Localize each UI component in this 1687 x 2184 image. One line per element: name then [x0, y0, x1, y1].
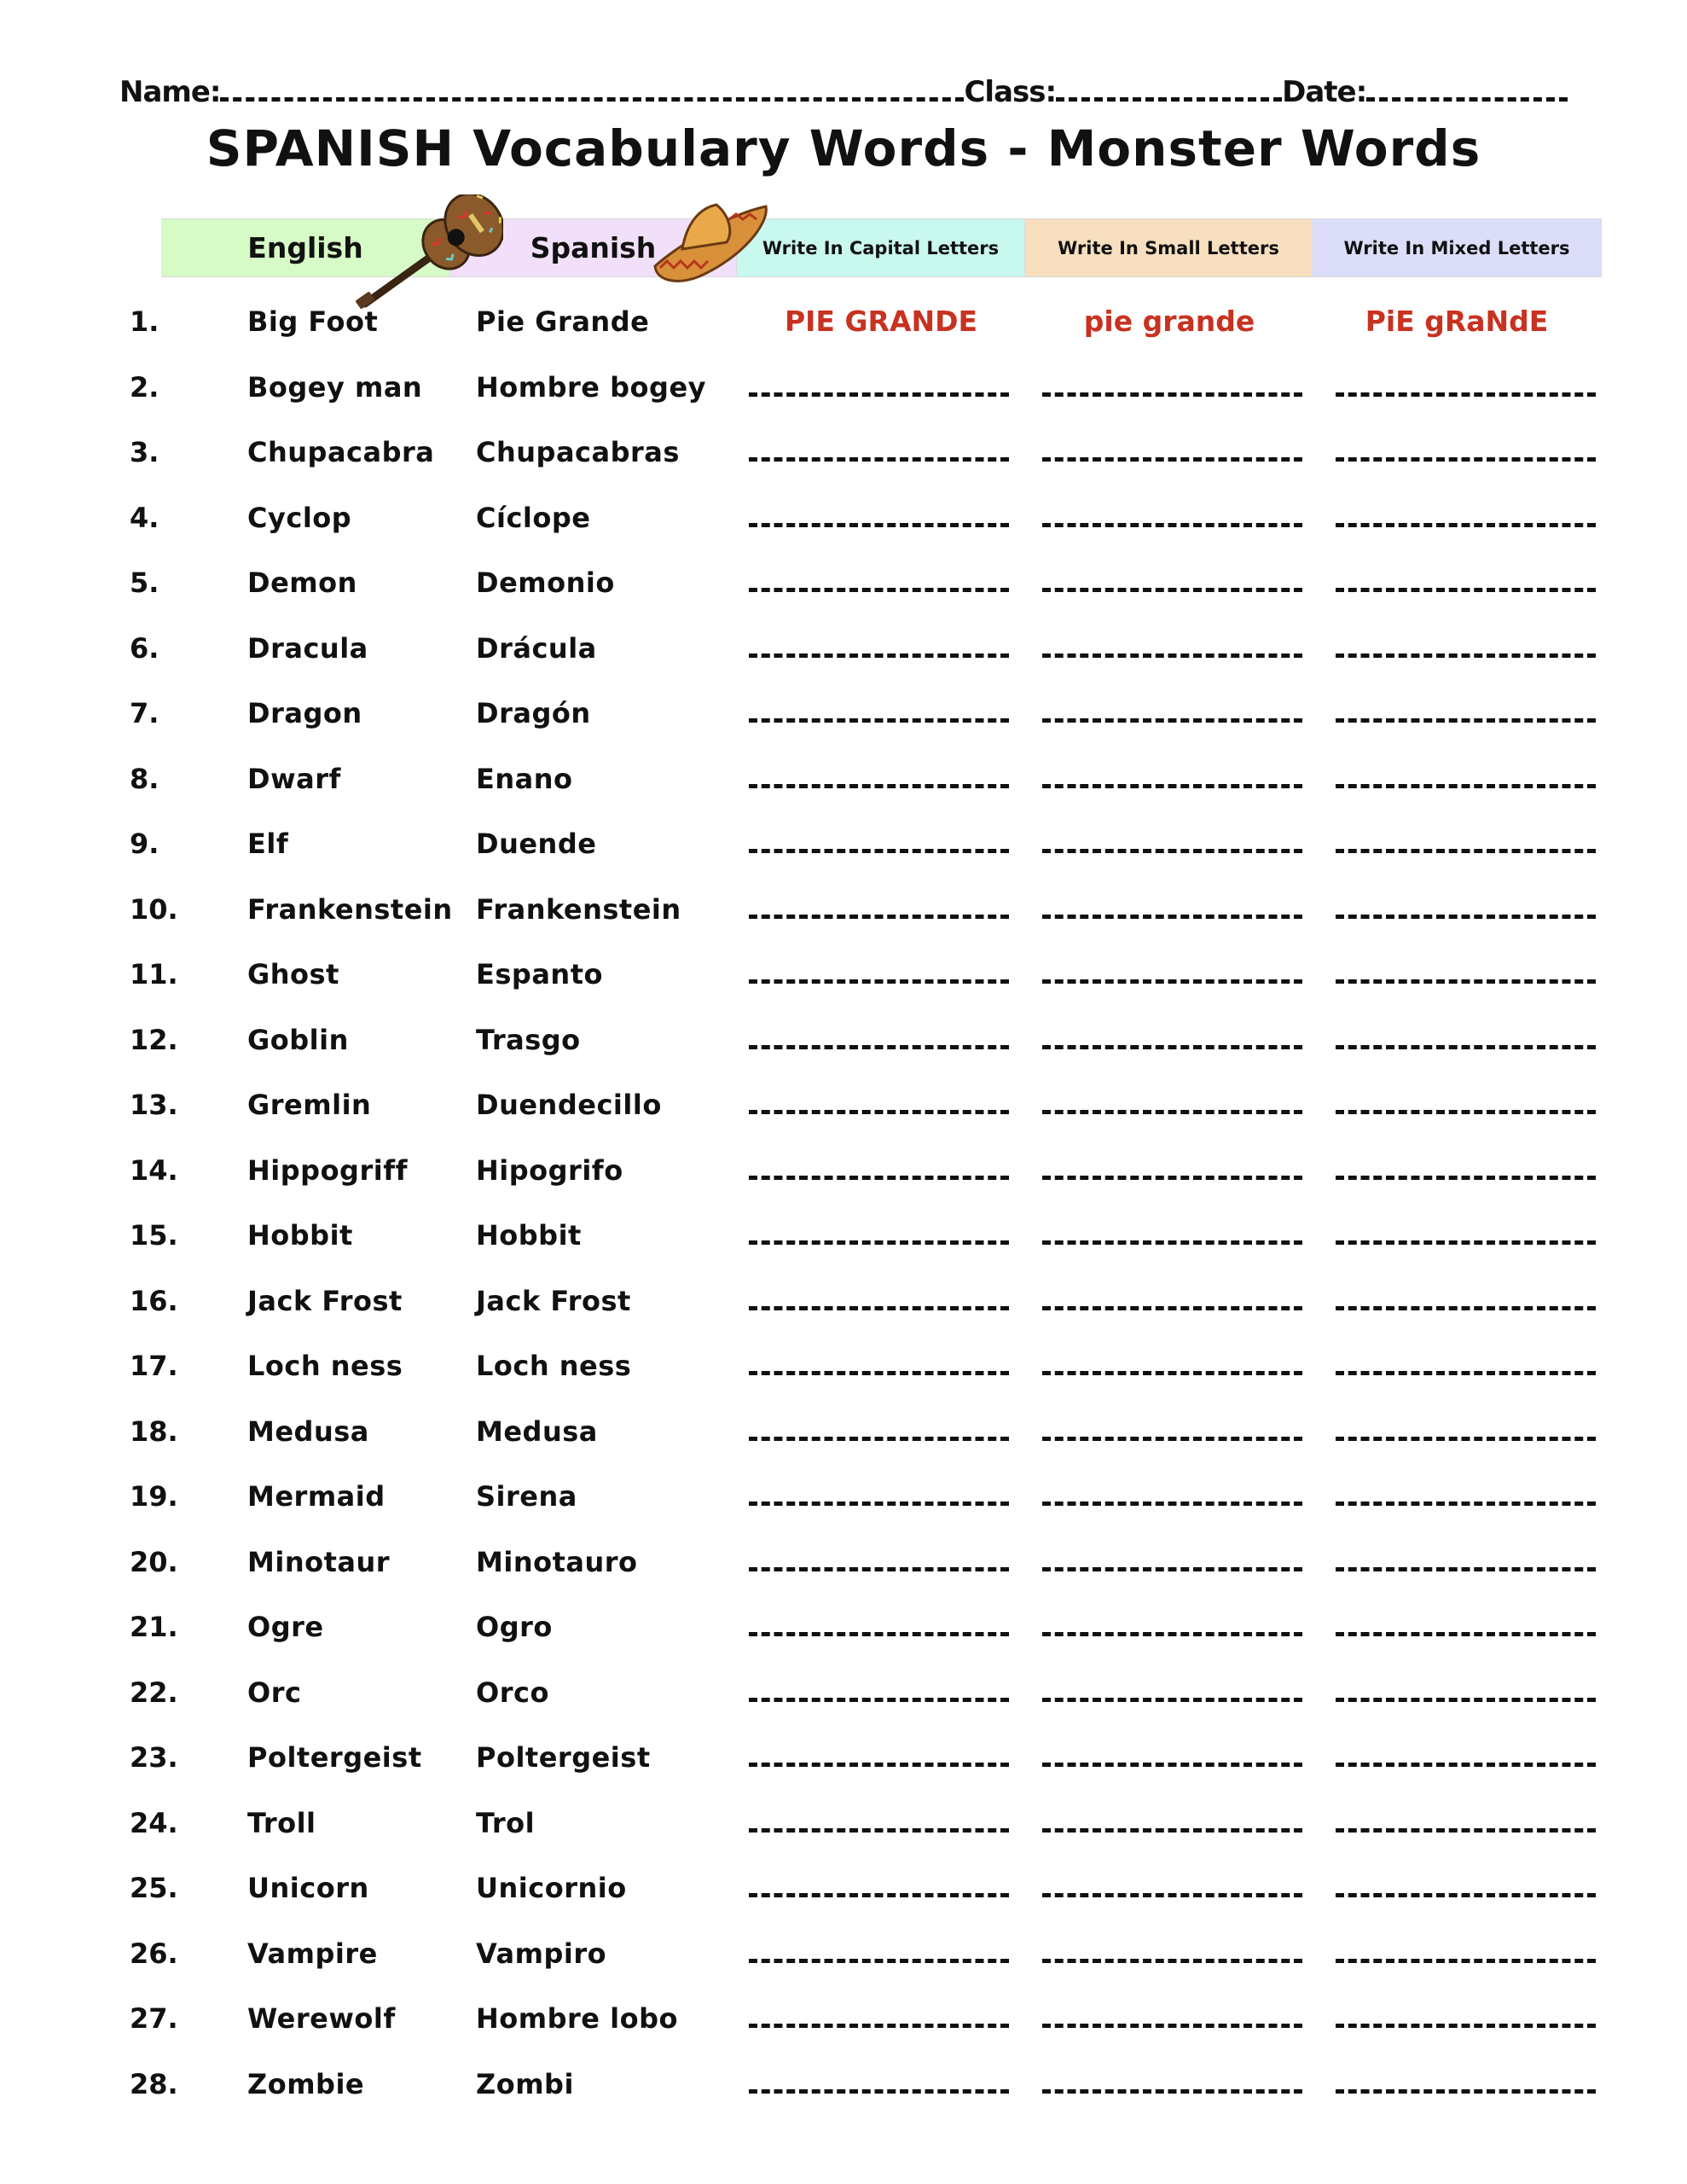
table-row [0, 1928, 1687, 1979]
table-row [0, 492, 1687, 543]
english-word: Frankenstein [247, 892, 453, 926]
mixed-letters-blank[interactable] [1336, 1045, 1596, 1049]
spanish-word: Pie Grande [476, 305, 650, 338]
english-word: Hippogriff [247, 1153, 409, 1187]
row-number: 20. [130, 1545, 178, 1578]
row-number: 22. [130, 1676, 178, 1709]
row-number: 11. [130, 958, 178, 990]
small-letters-blank[interactable] [1042, 1437, 1302, 1441]
guitar-icon [350, 195, 503, 310]
table-row [0, 1340, 1687, 1391]
capital-letters-blank[interactable] [749, 1437, 1009, 1441]
table-row [0, 1210, 1687, 1261]
small-letters-blank[interactable] [1042, 1959, 1302, 1963]
row-number: 23. [130, 1741, 178, 1774]
example-small: pie grande [1083, 305, 1255, 338]
small-letters-blank[interactable] [1042, 457, 1302, 462]
mixed-letters-blank[interactable] [1336, 1893, 1596, 1897]
row-number: 15. [130, 1219, 178, 1252]
mixed-letters-blank[interactable] [1336, 523, 1596, 527]
table-row [0, 1732, 1687, 1783]
class-blank[interactable] [1056, 97, 1282, 102]
spanish-word: Zombi [476, 2067, 574, 2100]
spanish-word: Enano [476, 762, 573, 795]
spanish-word: Vampiro [476, 1937, 607, 1970]
spanish-word: Ogro [476, 1611, 553, 1643]
table-row [0, 1667, 1687, 1718]
table-row [0, 1275, 1687, 1327]
mixed-letters-blank[interactable] [1336, 718, 1596, 723]
table-row [0, 688, 1687, 739]
mixed-letters-blank[interactable] [1336, 1828, 1596, 1833]
table-row [0, 1862, 1687, 1914]
small-letters-blank[interactable] [1042, 718, 1302, 723]
mixed-letters-blank[interactable] [1336, 1437, 1596, 1441]
row-number: 13. [130, 1089, 178, 1121]
capital-letters-blank[interactable] [749, 2024, 1009, 2028]
capital-letters-blank[interactable] [749, 1828, 1009, 1833]
mixed-letters-blank[interactable] [1336, 849, 1596, 853]
mixed-letters-blank[interactable] [1336, 1763, 1596, 1767]
english-word: Ogre [247, 1611, 324, 1643]
table-row [0, 1536, 1687, 1588]
row-number: 26. [130, 1937, 178, 1970]
small-letters-blank[interactable] [1042, 979, 1302, 984]
example-mixed: PiE gRaNdE [1365, 305, 1549, 338]
english-word: Dracula [247, 631, 368, 665]
row-number: 18. [130, 1414, 178, 1448]
capital-letters-blank[interactable] [749, 1632, 1009, 1636]
row-number: 10. [130, 892, 178, 926]
english-word: Minotaur [247, 1545, 391, 1578]
spanish-word: Espanto [476, 958, 603, 990]
row-number: 27. [130, 2002, 178, 2035]
row-number: 7. [130, 697, 159, 729]
capital-letters-blank[interactable] [749, 849, 1009, 853]
date-blank[interactable] [1366, 97, 1568, 102]
mixed-letters-blank[interactable] [1336, 915, 1596, 919]
small-letters-blank[interactable] [1042, 1240, 1302, 1245]
small-letters-blank[interactable] [1042, 1893, 1302, 1897]
small-letters-blank[interactable] [1042, 1567, 1302, 1571]
row-number: 2. [130, 370, 159, 404]
date-label: Date: [1282, 75, 1367, 109]
col-header-mixed [1313, 219, 1602, 276]
english-word: Dwarf [247, 762, 341, 795]
table-row [0, 362, 1687, 413]
capital-letters-blank[interactable] [749, 1959, 1009, 1963]
small-letters-blank[interactable] [1042, 1110, 1302, 1114]
small-letters-blank[interactable] [1042, 1698, 1302, 1702]
english-word: Chupacabra [247, 436, 435, 468]
row-number: 24. [130, 1806, 178, 1839]
english-word: Hobbit [247, 1219, 353, 1252]
spanish-word: Jack Frost [476, 1284, 631, 1317]
capital-letters-blank[interactable] [749, 718, 1009, 723]
mixed-letters-blank[interactable] [1336, 1502, 1596, 1506]
row-number: 28. [130, 2067, 178, 2100]
english-word: Poltergeist [247, 1741, 422, 1774]
english-word: Jack Frost [247, 1284, 403, 1317]
table-row [0, 427, 1687, 478]
english-word: Zombie [247, 2067, 365, 2100]
small-letters-blank[interactable] [1042, 1828, 1302, 1833]
mixed-letters-blank[interactable] [1336, 979, 1596, 984]
capital-letters-blank[interactable] [749, 2089, 1009, 2094]
mixed-letters-blank[interactable] [1336, 1632, 1596, 1636]
capital-letters-blank[interactable] [749, 1240, 1009, 1245]
english-word: Medusa [247, 1414, 369, 1448]
capital-letters-blank[interactable] [749, 915, 1009, 919]
table-row [0, 884, 1687, 935]
small-letters-blank[interactable] [1042, 392, 1302, 397]
mixed-letters-blank[interactable] [1336, 1306, 1596, 1310]
mixed-letters-blank[interactable] [1336, 588, 1596, 592]
english-word: Mermaid [247, 1480, 386, 1513]
row-number: 8. [130, 762, 159, 795]
capital-letters-blank[interactable] [749, 1567, 1009, 1571]
example-capital: PIE GRANDE [784, 305, 978, 338]
small-letters-blank[interactable] [1042, 1632, 1302, 1636]
spanish-word: Cíclope [476, 501, 591, 534]
spanish-word: Frankenstein [476, 892, 681, 926]
capital-letters-blank[interactable] [749, 1893, 1009, 1897]
capital-letters-blank[interactable] [749, 588, 1009, 592]
col-header-capital [737, 219, 1025, 276]
table-row [0, 1406, 1687, 1457]
row-number: 6. [130, 631, 159, 665]
spanish-word: Poltergeist [476, 1741, 651, 1774]
spanish-word: Sirena [476, 1480, 577, 1513]
english-word: Gremlin [247, 1089, 372, 1121]
spanish-word: Hipogrifo [476, 1153, 623, 1187]
table-row [0, 818, 1687, 869]
small-letters-blank[interactable] [1042, 784, 1302, 788]
mixed-letters-blank[interactable] [1336, 457, 1596, 462]
mixed-letters-blank[interactable] [1336, 1698, 1596, 1702]
capital-letters-blank[interactable] [749, 523, 1009, 527]
capital-letters-blank[interactable] [749, 979, 1009, 984]
english-word: Elf [247, 828, 289, 860]
small-letters-blank[interactable] [1042, 1763, 1302, 1767]
table-row [0, 1145, 1687, 1196]
small-letters-blank[interactable] [1042, 1045, 1302, 1049]
table-row [0, 949, 1687, 1000]
col-header-mixed-label: Write In Mixed Letters [1343, 237, 1570, 258]
row-number: 16. [130, 1284, 178, 1317]
small-letters-blank[interactable] [1042, 588, 1302, 592]
table-row [0, 296, 1687, 347]
english-word: Demon [247, 566, 357, 599]
mixed-letters-blank[interactable] [1336, 653, 1596, 658]
spanish-word: Unicornio [476, 1872, 627, 1904]
table-row [0, 1471, 1687, 1522]
col-header-small-label: Write In Small Letters [1058, 237, 1279, 258]
english-word: Loch ness [247, 1350, 403, 1382]
spanish-word: Duendecillo [476, 1089, 662, 1121]
small-letters-blank[interactable] [1042, 523, 1302, 527]
col-header-spanish-label: Spanish [530, 231, 657, 264]
english-word: Troll [247, 1806, 316, 1839]
spanish-word: Hobbit [476, 1219, 582, 1252]
sombrero-icon [648, 198, 772, 288]
row-number: 3. [130, 436, 159, 468]
col-header-capital-label: Write In Capital Letters [762, 237, 1000, 258]
mixed-letters-blank[interactable] [1336, 1176, 1596, 1180]
row-number: 17. [130, 1350, 178, 1382]
spanish-word: Dragón [476, 697, 591, 729]
row-number: 5. [130, 566, 159, 599]
page-title: SPANISH Vocabulary Words - Monster Words [206, 119, 1481, 177]
mixed-letters-blank[interactable] [1336, 2024, 1596, 2028]
english-word: Werewolf [247, 2002, 396, 2035]
row-number: 25. [130, 1872, 178, 1904]
spanish-word: Minotauro [476, 1545, 638, 1578]
table-row [0, 623, 1687, 674]
spanish-word: Duende [476, 828, 597, 860]
spanish-word: Trasgo [476, 1023, 581, 1056]
mixed-letters-blank[interactable] [1336, 1110, 1596, 1114]
student-info-line [119, 67, 1595, 109]
capital-letters-blank[interactable] [749, 1502, 1009, 1506]
mixed-letters-blank[interactable] [1336, 784, 1596, 788]
capital-letters-blank[interactable] [749, 1110, 1009, 1114]
class-label: Class: [964, 75, 1057, 109]
english-word: Dragon [247, 697, 362, 729]
table-row [0, 1014, 1687, 1066]
capital-letters-blank[interactable] [749, 1371, 1009, 1375]
small-letters-blank[interactable] [1042, 1502, 1302, 1506]
capital-letters-blank[interactable] [749, 653, 1009, 658]
row-number: 4. [130, 501, 159, 534]
table-row [0, 1993, 1687, 2044]
english-word: Big Foot [247, 305, 379, 338]
spanish-word: Loch ness [476, 1350, 632, 1382]
english-word: Unicorn [247, 1872, 369, 1904]
table-row [0, 1601, 1687, 1653]
table-row [0, 1079, 1687, 1130]
capital-letters-blank[interactable] [749, 1176, 1009, 1180]
capital-letters-blank[interactable] [749, 1306, 1009, 1310]
row-number: 14. [130, 1153, 178, 1187]
spanish-word: Hombre lobo [476, 2002, 678, 2035]
small-letters-blank[interactable] [1042, 1306, 1302, 1310]
english-word: Vampire [247, 1937, 378, 1970]
row-number: 9. [130, 828, 159, 860]
english-word: Cyclop [247, 501, 352, 534]
row-number: 1. [130, 305, 159, 338]
capital-letters-blank[interactable] [749, 1045, 1009, 1049]
mixed-letters-blank[interactable] [1336, 1371, 1596, 1375]
capital-letters-blank[interactable] [749, 457, 1009, 462]
spanish-word: Chupacabras [476, 436, 680, 468]
name-blank[interactable] [220, 97, 964, 102]
small-letters-blank[interactable] [1042, 2089, 1302, 2094]
row-number: 21. [130, 1611, 178, 1643]
small-letters-blank[interactable] [1042, 915, 1302, 919]
col-header-small [1025, 219, 1313, 276]
small-letters-blank[interactable] [1042, 1371, 1302, 1375]
mixed-letters-blank[interactable] [1336, 392, 1596, 397]
mixed-letters-blank[interactable] [1336, 1567, 1596, 1571]
capital-letters-blank[interactable] [749, 1763, 1009, 1767]
table-row [0, 1798, 1687, 1849]
spanish-word: Hombre bogey [476, 370, 706, 404]
small-letters-blank[interactable] [1042, 849, 1302, 853]
spanish-word: Trol [476, 1806, 536, 1839]
row-number: 12. [130, 1023, 178, 1056]
english-word: Bogey man [247, 370, 423, 404]
spanish-word: Medusa [476, 1414, 598, 1448]
english-word: Ghost [247, 958, 339, 990]
spanish-word: Orco [476, 1676, 549, 1709]
spanish-word: Drácula [476, 631, 597, 665]
capital-letters-blank[interactable] [749, 392, 1009, 397]
table-row [0, 557, 1687, 608]
spanish-word: Demonio [476, 566, 615, 599]
capital-letters-blank[interactable] [749, 1698, 1009, 1702]
col-header-english-label: English [247, 231, 363, 264]
table-row [0, 2059, 1687, 2110]
mixed-letters-blank[interactable] [1336, 1240, 1596, 1245]
name-label: Name: [119, 75, 221, 109]
english-word: Goblin [247, 1023, 349, 1056]
small-letters-blank[interactable] [1042, 653, 1302, 658]
small-letters-blank[interactable] [1042, 1176, 1302, 1180]
row-number: 19. [130, 1480, 178, 1513]
english-word: Orc [247, 1676, 302, 1709]
mixed-letters-blank[interactable] [1336, 2089, 1596, 2094]
mixed-letters-blank[interactable] [1336, 1959, 1596, 1963]
small-letters-blank[interactable] [1042, 2024, 1302, 2028]
capital-letters-blank[interactable] [749, 784, 1009, 788]
table-row [0, 753, 1687, 804]
